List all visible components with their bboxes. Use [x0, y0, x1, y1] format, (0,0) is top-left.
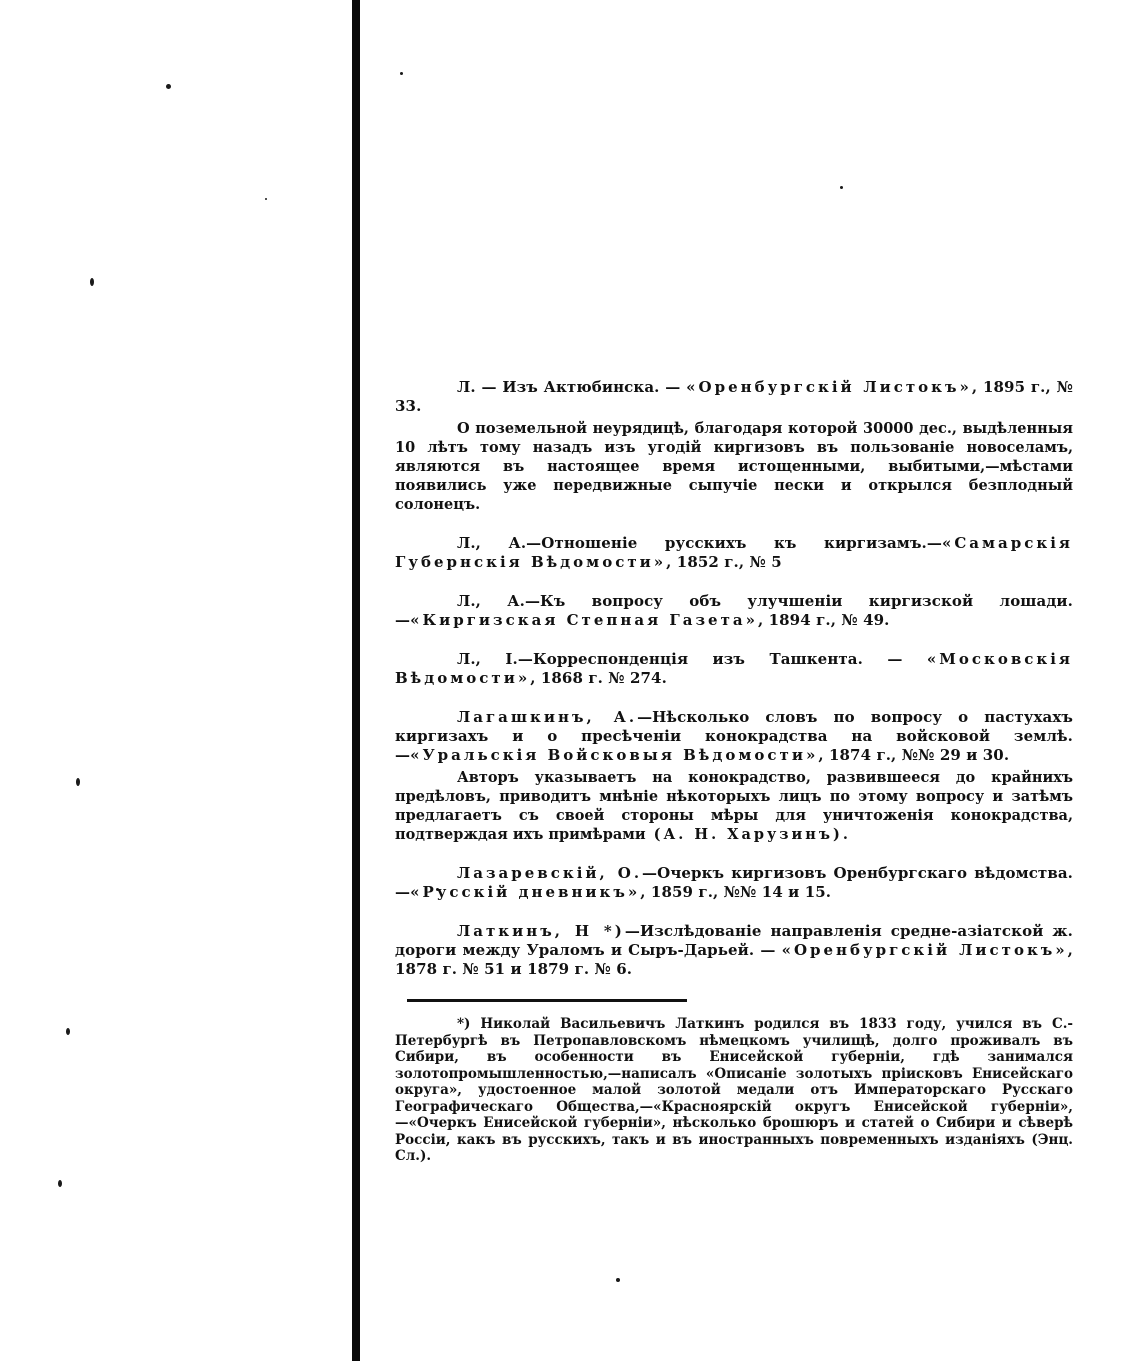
entry-details: , 1878 г. № 51 и 1879 г. № 6. — [395, 941, 1073, 978]
entry-author: Л., А. — [457, 592, 525, 610]
entry-details: , 1895 г., № 33. — [395, 378, 1073, 415]
entry-title: —Отношеніе русскихъ къ киргизамъ.— — [526, 534, 942, 552]
scan-speck — [166, 84, 171, 89]
entry-details: , 1874 г., №№ 29 и 30. — [818, 746, 1010, 764]
bibliography-entry — [395, 650, 1073, 688]
bibliography-page — [395, 378, 1073, 1165]
bibliography-entry — [395, 922, 1073, 979]
footnote: *) Николай Васильевичъ Латкинъ родился въ 1833 году, учился въ С.-Петербургѣ въ Петропавловскомъ нѣмецкомъ училищѣ, долго проживалъ въ Сибири, въ особенности въ Енисейской губерніи, гдѣ занимался золотопромышленностью,—написалъ «Описаніе золотыхъ пріисковъ Енисейскаго округа», удостоенное малой золотой медали отъ Императорскаго Русскаго Географическаго Общества,—«Красноярскій округъ Енисейской губерніи»,—«Очеркъ Енисейской губерніи», нѣсколько брошюръ и статей о Сибири и сѣверѣ Россіи, какъ въ русскихъ, такъ и въ иностранныхъ повременныхъ изданіяхъ (Энц. Сл.). — [395, 1016, 1073, 1164]
entry-heading — [395, 708, 1073, 765]
entry-source: «Оренбургскій Листокъ» — [781, 941, 1068, 959]
entry-author: Л., А. — [457, 534, 527, 552]
entry-heading — [395, 864, 1073, 902]
entry-source: «Самарскія Губернскія Вѣдомости» — [395, 534, 1073, 571]
bibliography-entry — [395, 592, 1073, 630]
entry-source: «Уральскія Войсковыя Вѣдомости» — [410, 746, 819, 764]
entry-heading — [395, 378, 1073, 416]
scan-speck — [58, 1180, 62, 1187]
bibliography-entry — [395, 378, 1073, 514]
entry-details: , 1852 г., № 5 — [666, 553, 782, 571]
entry-source: «Киргизская Степная Газета» — [410, 611, 758, 629]
entry-heading — [395, 592, 1073, 630]
entry-annotation-credit: (А. Н. Харузинъ). — [645, 826, 851, 843]
bibliography-entry — [395, 534, 1073, 572]
entry-title: —Очеркъ киргизовъ Оренбургскаго вѣдомства.— — [395, 864, 1073, 901]
entry-annotation: О поземельной неурядицѣ, благодаря которой 30000 дес., выдѣленныя 10 лѣтъ тому назадъ изъ угодій киргизовъ въ пользованіе новоселамъ, являются въ настоящее время истощенными, выбитыми,—мѣстами появились уже передвижные сыпучіе пески и открылся безплодный солонецъ. — [395, 420, 1073, 513]
entry-annotation-text: Авторъ указываетъ на конокрадство, развившееся до крайнихъ предѣловъ, приводитъ мнѣніе нѣкоторыхъ лицъ по этому вопросу и затѣмъ предлагаетъ съ своей стороны мѣры для уничтоженія конокрадства, подтверждая ихъ примѣрами — [395, 769, 1073, 843]
scan-speck — [76, 778, 80, 786]
entry-title: —Къ вопросу объ улучшеніи киргизской лошади.— — [395, 592, 1073, 629]
scan-speck — [90, 278, 94, 286]
entry-source: «Оренбургскій Листокъ» — [686, 378, 972, 396]
bibliography-entry — [395, 708, 1073, 844]
entry-details: , 1868 г. № 274. — [530, 669, 667, 687]
scan-speck — [616, 1278, 620, 1282]
entry-author: Л. — — [457, 378, 503, 396]
entry-details: , 1894 г., № 49. — [757, 611, 890, 629]
scan-speck — [66, 1028, 70, 1035]
entry-heading — [395, 534, 1073, 572]
entry-heading — [395, 650, 1073, 688]
scan-speck — [265, 198, 267, 200]
entry-title: Изъ Актюбинска. — — [502, 378, 687, 396]
scan-speck — [840, 186, 843, 189]
scan-speck — [400, 72, 403, 75]
entry-author: Лагашкинъ, А. — [457, 708, 638, 726]
entry-annotation — [395, 768, 1073, 844]
footnote-rule — [407, 999, 687, 1002]
entry-author: Латкинъ, Н *) — [457, 922, 625, 940]
entry-source: «Московскія Вѣдомости» — [395, 650, 1073, 687]
entry-title: —Нѣсколько словъ по вопросу о пастухахъ киргизахъ и о пресѣченіи конокрадства на войсковой землѣ.— — [395, 708, 1074, 764]
entry-source: «Русскій дневникъ» — [410, 883, 641, 901]
entry-author: Лазаревскій, О. — [457, 864, 643, 882]
entry-heading — [395, 922, 1073, 979]
binding-gutter-rule — [352, 0, 360, 1361]
entry-title: —Корреспонденція изъ Ташкента. — — [517, 650, 927, 668]
bibliography-entry — [395, 864, 1073, 902]
entry-title: —Изслѣдованіе направленія средне-азіатской ж. дороги между Ураломъ и Сыръ-Дарьей. — — [395, 922, 1073, 959]
entry-details: , 1859 г., №№ 14 и 15. — [640, 883, 832, 901]
entry-author: Л., І. — [457, 650, 518, 668]
